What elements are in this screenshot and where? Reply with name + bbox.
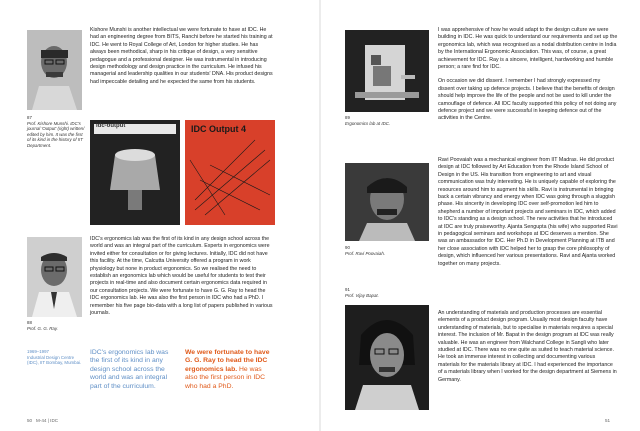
portrait-ravi-poovaiah — [345, 163, 429, 241]
ergonomics-paragraph: IDC's ergonomics lab was the first of its kind in any design school across the world and was an integral part of the curriculum. Experts in ergonomics were invited either for consultation or for giving lectures. Initially, IDC did not have this facility. At the time, Calcutta University offered a program in work physiology but none in product ergonomics. So we realised the need to establish an ergonomics lab which would be useful for students to test their projects in real-time and also document certain ergonomics data required in our consultation projects. We were fortunate to have G. G. Ray to head the IDC ergonomics lab. He was also the first person in IDC who had a PhD. I remember his five page bio-data with a long list of papers published in various journals. — [90, 236, 273, 317]
portrait-kishore-munshi — [27, 30, 82, 110]
pullquote-blue: IDC's ergonomics lab was the first of its kind in any design school across the world and was an integral part of the curriculum. — [90, 349, 169, 390]
output-cover-right — [185, 120, 275, 225]
munshi-paragraph: Kishore Munshi is another intellectual we were fortunate to have at IDC. He had an engineering degree from BITS, Ranchi before he started his training at IDC. He went to Royal College of Art, London for higher studies. He has always been methodical, sharp in his critique of design, a very sensitive pedagogue and a professional designer. He was instrumental in introducing design methodology and design practice in the curriculum. He infused his managerial and leadership qualities in our students' DNA. His product designs had impeccable detailing and he expected the same from his students. — [90, 27, 273, 85]
bapat-paragraph: An understanding of materials and production processes are essential elements of a product design program. Usually most design faculty have understanding of materials, but to specialise in materials requires a special interest. The inclusion of Mr. Bapat in the design program at IDC was really valuable. He was an engineer from Walchand College in Sangli who later studied at IDC. There was no one quite as suited to teach material science. He took an immense interest in collecting and documenting various materials for the materials library at IDC. I had experienced the importance of a materials library when I worked for the design department at Siemens in Germany. — [438, 310, 617, 383]
cover-right-title: IDC Output 4 — [191, 124, 246, 134]
caption-89: 89 Ergonomics lab at IDC. — [345, 115, 391, 126]
pullquote-orange: We were fortunate to have G. G. Ray to head the IDC ergonomics lab. He was also the first person in IDC who had a PhD. — [185, 349, 270, 390]
output-cover-left — [90, 120, 180, 225]
portrait-vijay-bapat — [345, 305, 429, 410]
poovaiah-paragraph: Ravi Poovaiah was a mechanical engineer from IIT Madras. He did product design at IDC followed by Art Education from the Rhode Island School of Design in the US. His transition from engineering to art and visual communication was truly interesting. He is uniquely capable of exploring the resources around him to augment his skills. Ravi is instrumental in bringing back a certain vibrancy and energy when IDC was going through a sluggish phase. His sincerity in developing IDC over self-promotion led him to shepherd a number of important projects and seminars in IDC, which added to IDC's standing as a design school. The new activities that he introduced at IDC are truly praiseworthy. Ajanta Sengupta (his wife) who supported Ravi in pedagogical seminars and workshops at IDC deserves a mention. She was an ambassador for IDC. Her Ph.D in Development Planning at ITB and her close association with IDC helped her to grasp the core philosophy of design, which influenced her various presentations. Ravi and Ajanta worked together on many projects. — [438, 157, 618, 267]
caption-91: 91 Prof. Vijay Bapat. — [345, 287, 379, 298]
left-page-footer: 50 M-44 | IDC — [27, 418, 59, 423]
gutter — [319, 0, 321, 431]
photo-ergonomics-lab — [345, 30, 429, 112]
right-page-footer: 51 — [605, 418, 611, 423]
caption-90: 90 Prof. Ravi Poovaiah. — [345, 245, 386, 256]
cover-left-title: idc-output — [96, 123, 126, 129]
caption-88: 88 Prof. G. G. Ray. — [27, 320, 58, 331]
caption-87: 87 Prof. Kishore Munshi. IDC's journal 'Output' (right) written/ edited by him. It was the first of its kind in the history of IIT Department. — [27, 115, 85, 148]
ray-paragraph: I was apprehensive of how he would adapt to the design culture we were building in IDC. He was quick to understand our requirements and set up the ergonomics lab, which was recognised as a nodal distribution centre in India by the International Ergonomic Association. This was, of course, a great achievement for IDC. Ray is a sincere, intelligent, hardworking and humble person; a rare find for IDC. On occasion we did dissent. I remember I had strongly expressed my dissent over taking up defence projects. I believe that the benefits of design should help improve the life of the people and not be used to kill under the camouflage of defence. All IDC faculty supported this policy of not doing any defence project and we were successful in keeping defence out of the activities in the Centre. — [438, 27, 618, 122]
footer-years: 1969–1997 Industrial Design Centre (IDC), IIT Bombay, Mumbai. — [27, 349, 82, 366]
portrait-gg-ray — [27, 237, 82, 317]
